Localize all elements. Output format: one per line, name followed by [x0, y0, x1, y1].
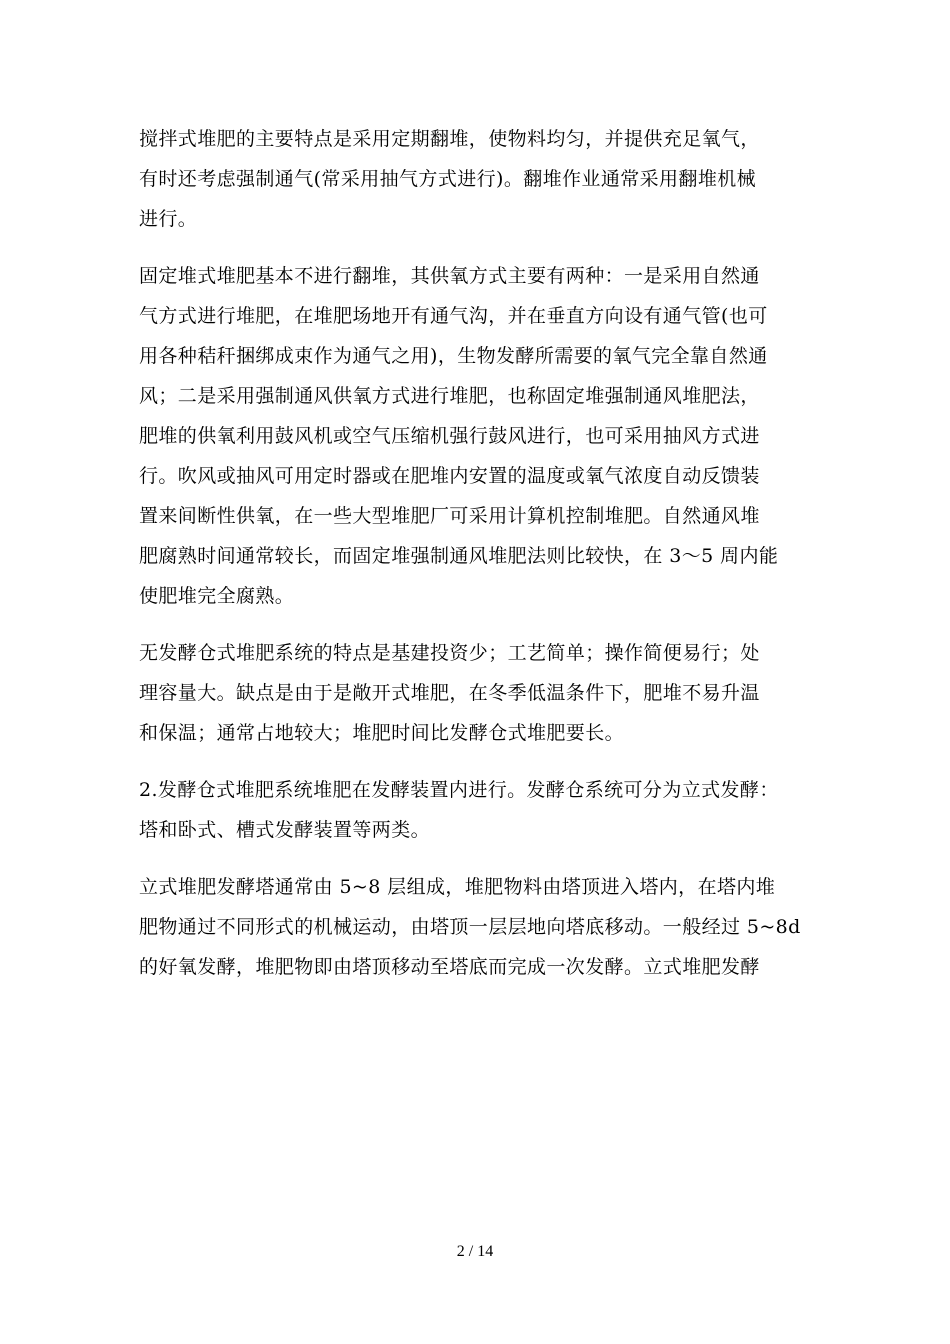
text-line: 无发酵仓式堆肥系统的特点是基建投资少；工艺简单；操作简便易行；处	[139, 642, 760, 664]
text-line: 用各种秸秆捆绑成束作为通气之用)，生物发酵所需要的氧气完全靠自然通	[139, 345, 768, 367]
text-line: 置来间断性供氧，在一些大型堆肥厂可采用计算机控制堆肥。自然通风堆	[139, 505, 760, 527]
paragraph-vertical-tower	[139, 867, 811, 987]
page-number: 2 / 14	[456, 1243, 494, 1260]
text-line: 固定堆式堆肥基本不进行翻堆，其供氧方式主要有两种：一是采用自然通	[139, 265, 760, 287]
paragraph-static-pile-composting	[139, 256, 811, 616]
paragraph-in-vessel-system	[139, 770, 811, 850]
page-footer	[0, 1240, 950, 1264]
text-line: 塔和卧式、槽式发酵装置等两类。	[139, 819, 431, 841]
text-line: 的好氧发酵，堆肥物即由塔顶移动至塔底而完成一次发酵。立式堆肥发酵	[139, 956, 760, 978]
text-line: 进行。	[139, 208, 198, 230]
text-line: 有时还考虑强制通气(常采用抽气方式进行)。翻堆作业通常采用翻堆机械	[139, 168, 757, 190]
text-line: 风；二是采用强制通风供氧方式进行堆肥，也称固定堆强制通风堆肥法，	[139, 385, 760, 407]
text-line: 搅拌式堆肥的主要特点是采用定期翻堆，使物料均匀，并提供充足氧气，	[139, 128, 760, 150]
text-line: 使肥堆完全腐熟。	[139, 585, 295, 607]
text-line: 理容量大。缺点是由于是敞开式堆肥，在冬季低温条件下，肥堆不易升温	[139, 682, 760, 704]
paragraph-agitated-composting	[139, 119, 811, 239]
text-line: 行。吹风或抽风可用定时器或在肥堆内安置的温度或氧气浓度自动反馈装	[139, 465, 760, 487]
text-line: 和保温；通常占地较大；堆肥时间比发酵仓式堆肥要长。	[139, 722, 625, 744]
text-line: 肥堆的供氧利用鼓风机或空气压缩机强行鼓风进行，也可采用抽风方式进	[139, 425, 760, 447]
text-line: 肥腐熟时间通常较长，而固定堆强制通风堆肥法则比较快，在 3～5 周内能	[139, 545, 779, 567]
text-line: 立式堆肥发酵塔通常由 5~8 层组成，堆肥物料由塔顶进入塔内，在塔内堆	[139, 876, 776, 898]
paragraph-no-vessel-system	[139, 633, 811, 753]
text-line: 2.发酵仓式堆肥系统堆肥在发酵装置内进行。发酵仓系统可分为立式发酵：	[139, 779, 779, 801]
text-line: 气方式进行堆肥，在堆肥场地开有通气沟，并在垂直方向设有通气管(也可	[139, 305, 768, 327]
text-line: 肥物通过不同形式的机械运动，由塔顶一层层地向塔底移动。一般经过 5~8d	[139, 916, 801, 938]
document-body	[139, 119, 811, 1004]
